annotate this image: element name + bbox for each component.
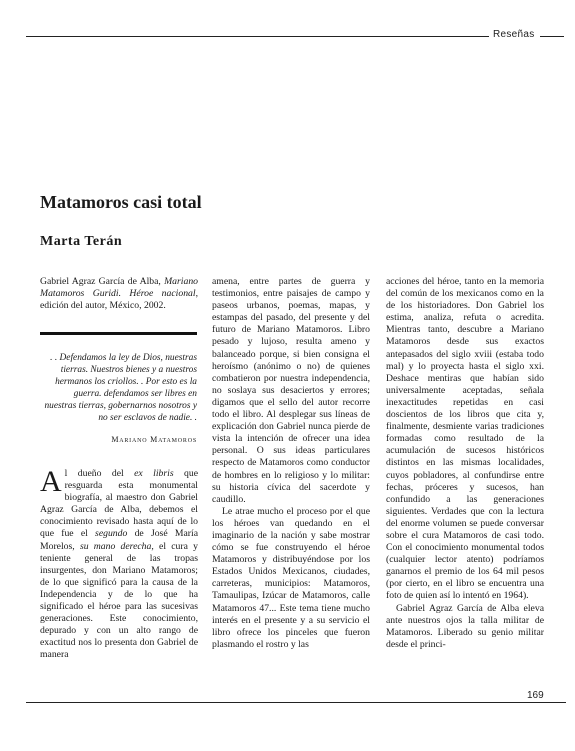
body-column-3 [386,276,544,651]
header-rule-right [540,36,564,37]
body-text: de José María Morelos, [40,528,198,552]
footer-rule [26,702,566,703]
page-number: 169 [527,690,544,701]
reference-book-title: Mariano Matamoros Guridi. Héroe nacional [40,276,198,300]
epigraph-divider [40,332,197,335]
drop-cap: A [40,465,62,498]
book-reference [40,276,198,312]
paragraph: Gabriel Agraz García de Alba eleva ante nuestros ojos la talla militar de Matamoros. Liberado su genio militar desde el princi- [386,602,544,650]
paragraph: amena, entre partes de guerra y testimonios, entre paisajes de campo y paseos urbanos, poemas, mapas, y estampas del pasado, del presente y del futuro de Mariano Matamoros. Libro pesado y lujoso, resulta ameno y balanceado porque, si bien consigna el heroísmo (anónimo o no) de quienes combatieron por nuestra independencia, no soslaya sus desaciertos y errores; digamos que el sello del autor recorre todo el libro. Al desplegar sus líneas de explicación don Gabriel nunca pierde de vista la intención de ofrecer una idea personal. O sus ideas particulares respecto de Matamoros como conductor de hombres en lo religioso y lo militar: su historia cívica del sacerdote y caudillo. [212,276,370,505]
section-label: Reseñas [493,29,535,40]
header-rule [26,36,489,37]
reference-publication: , edición del autor, México, 2002. [40,288,198,312]
body-italic-ex-libris: ex libris [134,468,174,479]
paragraph: Le atrae mucho el proceso por el que los héroes van quedando en el imaginario de la nación y sabe mostrar cómo se fue construyendo el héroe Matamoros y distribuyéndose por los Estados Unidos Mexicanos, ciudades, carreteras, municipios: Matamoros, Tamaulipas, Izúcar de Matamoros, calle Matamoros 47... Este tema tiene mucho interés en el presente y a su servicio el libro ofrece los pinceles que fueron plasmando el rostro y las [212,505,370,650]
body-text: que resguarda esta monumental biografía, al maestro don Gabriel Agraz García de Alba, debemos el conocimiento revisado hasta aquí de lo que fue el [40,468,199,540]
article-author: Marta Terán [40,234,123,249]
body-italic-segundo: segundo [95,528,128,540]
paragraph: acciones del héroe, tanto en la memoria del común de los mexicanos como en la de los historiadores. Don Gabriel los estima, analiza, refuta o acredita. Mientras tanto, descubre a Mariano Matamoros desde sus exactos antepasados del siglo xviii (estaba todo mal) y lo proyecta hasta el siglo xxi. Deshace mentiras que habían sido universalmente aceptadas, señala inexactitudes repetidas en casi doscientos de los libros que cita y, finalmente, desmiente varias tradiciones formadas como resultado de la acumulación de sucesos históricos distintos en las mismas localidades, cuyos pobladores, al confundirse entre fechas, próceres y sucesos, han confundido a las generaciones siguientes. Verdades que con la lectura del enorme volumen se puede conversar sobre el cura Matamoros de casi todo. Con el conocimiento monumental todos (cualquier lector atento) podríamos ganarnos el premio de los 64 mil pesos (por cierto, en el libro se encuentra una foto de quien así lo intentó en 1964). [386,276,544,602]
body-text: , el cura y teniente general de las tropas insurgentes, don Mariano Matamoros; de lo que significó para la causa de la Independencia y de lo que ha significado el héroe para las sucesivas generaciones. Este conocimiento, depurado y con un alto rango de exactitud nos lo presenta don Gabriel de manera [40,540,198,661]
article-title: Matamoros casi total [40,192,202,212]
epigraph: . . Defendamos la ley de Dios, nuestras tierras. Nuestros bienes y a nuestros hermanos los criollos. . Por esto es la guerra. defendamos ser libres en nuestras tierras, gobernarnos nosotros y no ser esclavos de nadie. . [44,353,197,423]
body-column-2 [212,276,370,651]
body-italic-su-mano: su mano derecha [79,540,152,552]
epigraph-attribution: Mariano Matamoros [111,435,197,444]
body-column-1 [40,465,199,662]
body-text: l dueño del [64,468,135,479]
reference-author: Gabriel Agraz García de Alba, [40,276,161,287]
column-1-reference [40,276,198,312]
